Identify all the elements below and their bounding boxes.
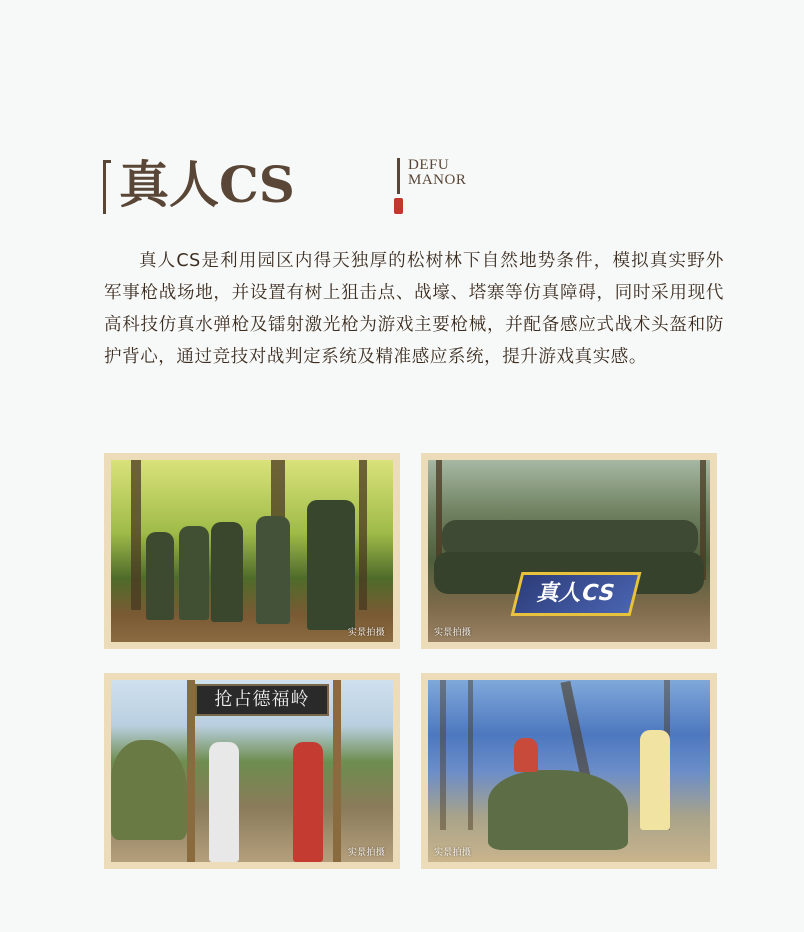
photo-team-group (421, 453, 717, 649)
page-title: 真人CS (119, 155, 295, 214)
title-bracket (103, 160, 111, 214)
photo-watermark: 实景拍摄 (434, 628, 472, 638)
brand-line-2: MANOR (408, 172, 467, 188)
brand-line-1: DEFU (408, 157, 450, 173)
section-title (103, 155, 467, 218)
photo-image (428, 680, 710, 862)
photo-image (111, 680, 393, 862)
photo-camo-cover (421, 673, 717, 869)
red-seal-mark (394, 198, 403, 214)
photo-forest-squad (104, 453, 400, 649)
gate-sign: 抢占德福岭 (195, 684, 329, 716)
photo-watermark: 实景拍摄 (347, 628, 385, 638)
cs-logo: 真人CS (511, 572, 642, 616)
photo-watermark: 实景拍摄 (434, 848, 472, 858)
photo-watermark: 实景拍摄 (347, 848, 385, 858)
title-divider (397, 158, 400, 194)
photo-gate-sign (104, 673, 400, 869)
photo-image (428, 460, 710, 642)
photo-image (111, 460, 393, 642)
brand-logo (408, 158, 466, 188)
intro-paragraph: 真人CS是利用园区内得天独厚的松树林下自然地势条件，模拟真实野外军事枪战场地，并设置有树上狙击点、战壕、塔寨等仿真障碍，同时采用现代高科技仿真水弹枪及镭射激光枪为游戏主要枪械，并配备感应式战术头盔和防护背心，通过竞技对战判定系统及精准感应系统，提升游戏真实感。 (104, 251, 724, 367)
